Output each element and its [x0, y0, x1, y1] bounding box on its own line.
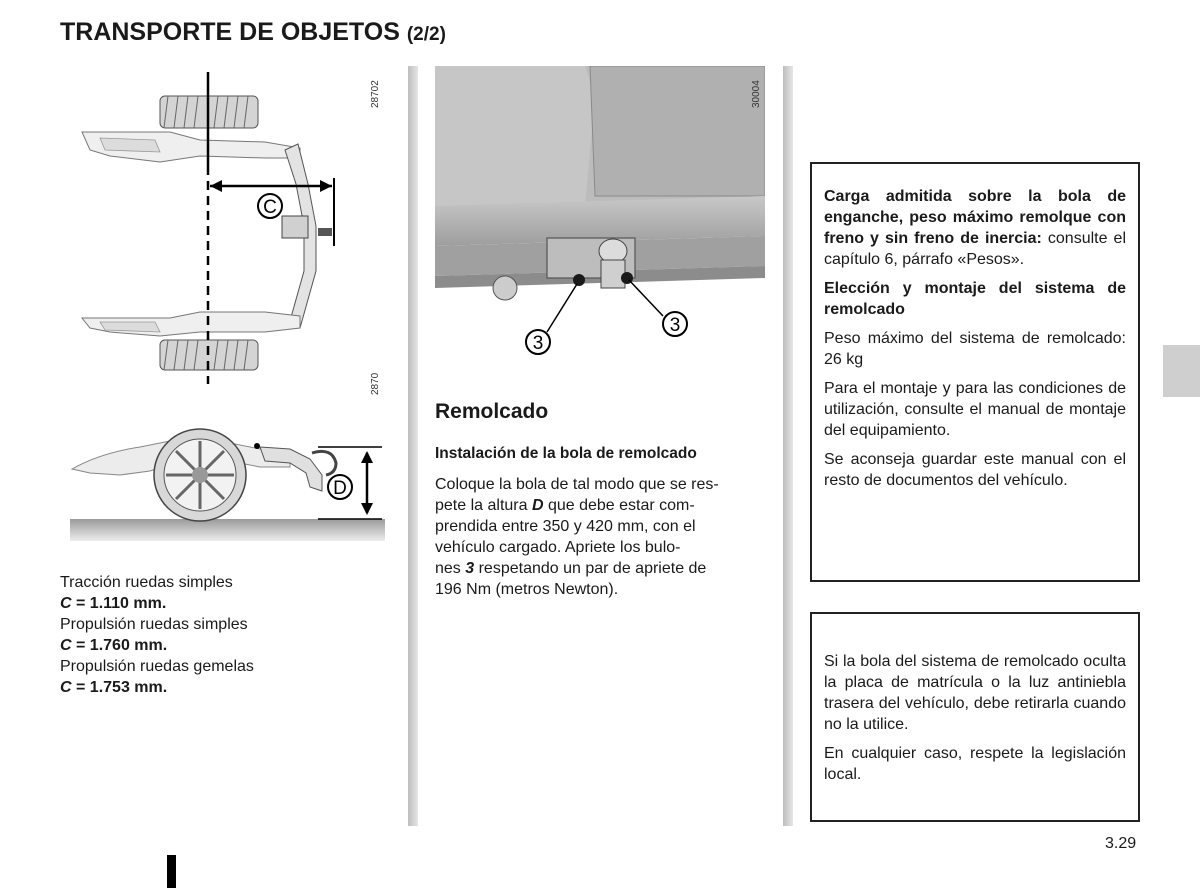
manual-advice: Se aconseja guardar este manual con el resto de documentos del vehículo.: [824, 451, 1126, 489]
legislation-text: En cualquier caso, respete la legislación local.: [824, 745, 1126, 783]
hitch-photo: [435, 66, 765, 366]
side-view-drawing: [60, 372, 390, 545]
side-view-diagram: [60, 372, 390, 545]
side-wheel: [154, 429, 246, 521]
figure-code: 2870: [370, 372, 381, 395]
dimension-spec-list: [60, 572, 254, 698]
top-view-diagram: [60, 66, 390, 386]
dimension-d-label: D: [333, 478, 347, 499]
callout-3-right: 3: [669, 315, 681, 336]
text-line: Coloque la bola de tal modo que se res-: [435, 476, 719, 493]
spec-value: C = 1.760 mm.: [60, 637, 168, 654]
mounting-info: Para el montaje y para las condiciones de utilización, consulte el manual de montaje del equipamiento.: [824, 380, 1126, 439]
warning-text: Si la bola del sistema de remolcado oculta la placa de matrícula o la luz antiniebla trasera del vehículo, debe retirarla cuando no la utilice.: [824, 653, 1126, 733]
column-divider-right: [783, 66, 793, 826]
spec-label: Propulsión ruedas gemelas: [60, 658, 254, 675]
callout-3-left: 3: [532, 333, 544, 354]
installation-text: [435, 474, 765, 600]
load-info-box: [810, 162, 1140, 582]
print-marker: [167, 855, 176, 888]
dimension-c-label: C: [263, 197, 277, 218]
spec-label: Tracción ruedas simples: [60, 574, 233, 591]
figure-code: 30004: [751, 80, 762, 108]
spec-label: Propulsión ruedas simples: [60, 616, 248, 633]
hitch-photo-drawing: [435, 66, 765, 366]
chapter-tab: [1163, 345, 1200, 397]
section-heading: Remolcado: [435, 400, 549, 423]
warning-box: [810, 612, 1140, 822]
page-number: 3.29: [1105, 835, 1137, 852]
page-title-part: (2/2): [406, 24, 446, 45]
top-view-drawing: [60, 66, 390, 386]
text-line: nes 3 respetando un par de apriete de: [435, 560, 707, 577]
page-title-text: TRANSPORTE DE OBJETOS: [60, 18, 400, 46]
spec-value: C = 1.753 mm.: [60, 679, 168, 696]
column-divider-left: [408, 66, 418, 826]
system-weight: Peso máximo del sistema de remolcado: 26 kg: [824, 330, 1126, 368]
text-line: vehículo cargado. Apriete los bulo-: [435, 539, 681, 556]
text-line: prendida entre 350 y 420 mm, con el: [435, 518, 696, 535]
spec-value: C = 1.110 mm.: [60, 595, 167, 612]
load-info-paragraph: Carga admitida sobre la bola de enganche, peso máximo remolque con freno y sin freno de inercia: consulte el capítulo 6, párrafo «Pesos».: [824, 188, 1127, 268]
section-subheading: Instalación de la bola de remolcado: [435, 445, 697, 462]
text-line: 196 Nm (metros Newton).: [435, 581, 619, 598]
figure-code: 28702: [370, 80, 381, 108]
page-title: [60, 18, 446, 47]
text-line: pete la altura D que debe estar com-: [435, 497, 695, 514]
system-heading: Elección y montaje del sistema de remolcado: [824, 280, 1126, 318]
